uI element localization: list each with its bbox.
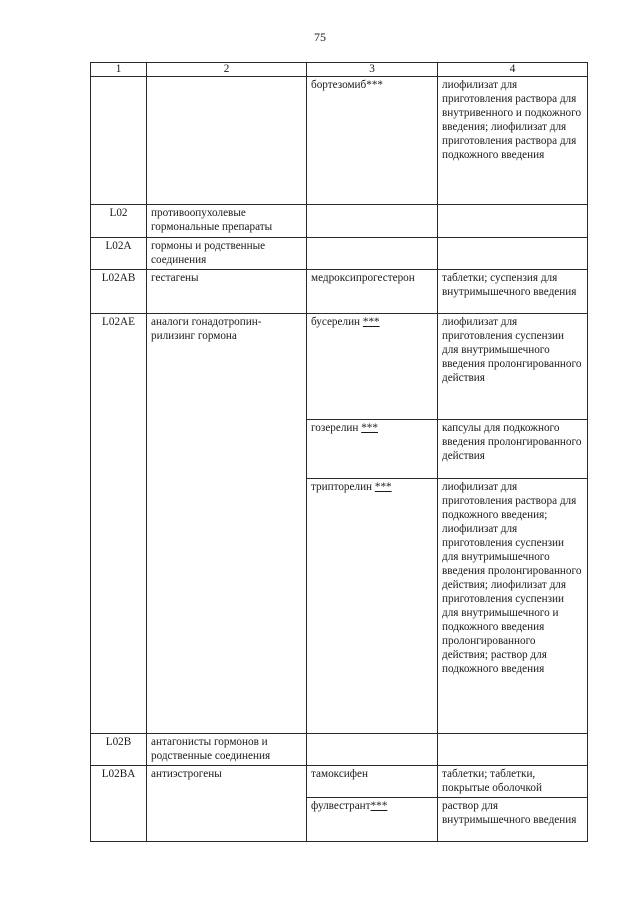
group-name-cell: гестагены [147, 270, 307, 314]
drug-name-cell [307, 314, 438, 420]
atc-code-cell: L02BA [91, 766, 147, 842]
dosage-form-cell: лиофилизат для приготовления суспензии для внутримышечного введения пролонгированного действия [438, 314, 588, 420]
dosage-form-cell: лиофилизат для приготовления раствора для внутривенного и подкожного введения; лиофилизат для приготовления раствора для подкожного введения [438, 77, 588, 205]
drug-name-cell [307, 798, 438, 842]
page-number: 75 [314, 30, 326, 44]
stars-mark: *** [362, 316, 380, 328]
table-row [91, 734, 588, 766]
atc-code-cell: L02AB [91, 270, 147, 314]
stars-mark: *** [361, 422, 378, 434]
drug-name: гозерелин [311, 422, 362, 434]
drug-name-cell [307, 479, 438, 734]
table-row [91, 77, 588, 205]
drug-name-cell [307, 420, 438, 479]
drug-name: трипторелин [311, 481, 375, 493]
column-number-row [91, 63, 588, 77]
column-number: 2 [147, 63, 307, 77]
group-name-cell: противоопухолевые гормональные препараты [147, 205, 307, 238]
dosage-form-cell [438, 238, 588, 270]
group-name-cell: антагонисты гормонов и родственные соединения [147, 734, 307, 766]
table-row [91, 238, 588, 270]
drug-name-cell: медроксипрогестерон [307, 270, 438, 314]
table-row [91, 314, 588, 420]
drug-list-table [90, 62, 588, 842]
column-number: 1 [91, 63, 147, 77]
drug-name-cell [307, 238, 438, 270]
stars-mark: *** [374, 481, 392, 493]
table-row [91, 270, 588, 314]
column-number: 4 [438, 63, 588, 77]
atc-code-cell: L02AE [91, 314, 147, 734]
atc-code-cell [91, 77, 147, 205]
dosage-form-cell: таблетки; суспензия для внутримышечного введения [438, 270, 588, 314]
dosage-form-cell: капсулы для подкожного введения пролонгированного действия [438, 420, 588, 479]
group-name-cell: аналоги гонадотропин-рилизинг гормона [147, 314, 307, 734]
dosage-form-cell [438, 734, 588, 766]
stars-mark: *** [370, 800, 388, 812]
drug-name-cell [307, 734, 438, 766]
atc-code-cell: L02B [91, 734, 147, 766]
group-name-cell [147, 77, 307, 205]
drug-name: бусерелин [311, 316, 363, 328]
dosage-form-cell [438, 205, 588, 238]
table-row [91, 766, 588, 798]
dosage-form-cell: таблетки; таблетки, покрытые оболочкой [438, 766, 588, 798]
dosage-form-cell: лиофилизат для приготовления раствора для подкожного введения; лиофилизат для приготовления суспензии для внутримышечного введения пролонгированного действия; лиофилизат для приготовления суспензии для внутримышечного и подкожного введения пролонгированного действия; раствор для подкожного введения [438, 479, 588, 734]
drug-name-cell [307, 205, 438, 238]
stars-mark: *** [366, 79, 383, 91]
atc-code-cell: L02A [91, 238, 147, 270]
drug-name-cell [307, 77, 438, 205]
atc-code-cell: L02 [91, 205, 147, 238]
table-row [91, 205, 588, 238]
group-name-cell: антиэстрогены [147, 766, 307, 842]
drug-name: бортезомиб [311, 79, 367, 91]
drug-name-cell: тамоксифен [307, 766, 438, 798]
drug-name: фулвестрант [311, 800, 371, 812]
group-name-cell: гормоны и родственные соединения [147, 238, 307, 270]
column-number: 3 [307, 63, 438, 77]
dosage-form-cell: раствор для внутримышечного введения [438, 798, 588, 842]
